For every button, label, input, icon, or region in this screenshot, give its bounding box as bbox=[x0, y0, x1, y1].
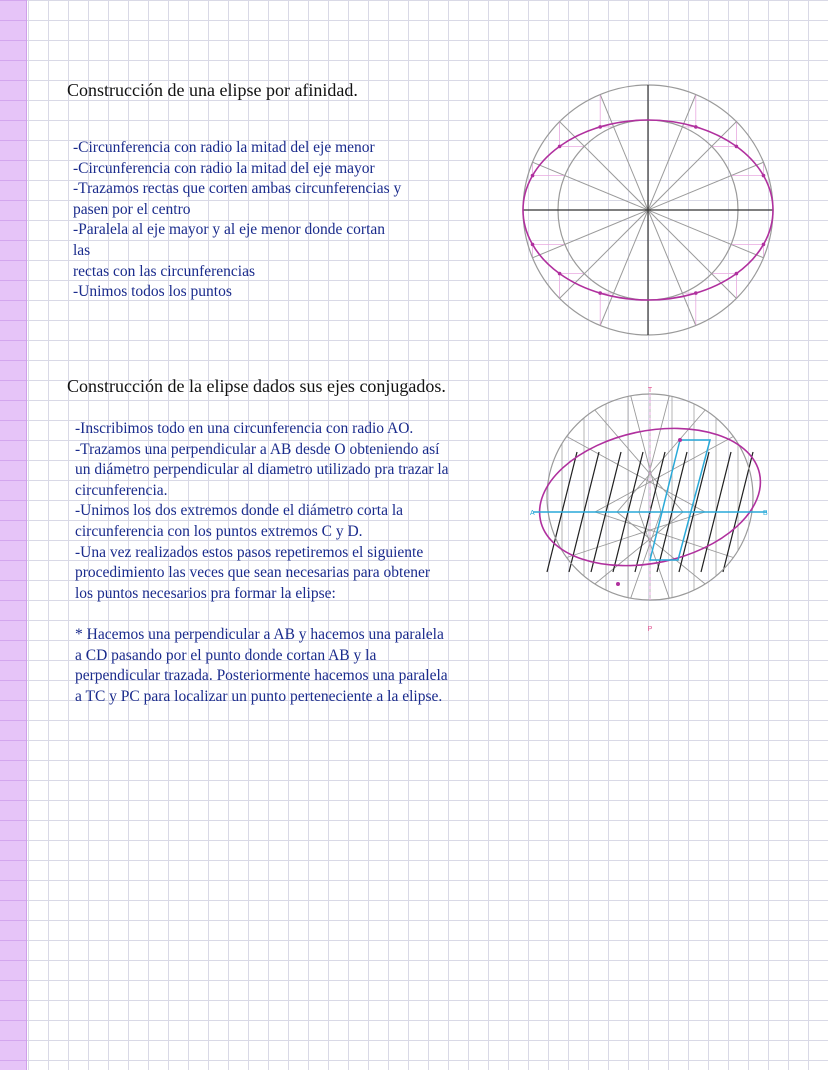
text-line: * Hacemos una perpendicular a AB y hacemos una paralela bbox=[75, 626, 444, 643]
label-t: T bbox=[647, 387, 653, 394]
construction-line bbox=[631, 396, 661, 512]
ellipse-point bbox=[694, 291, 698, 295]
text-line: rectas con las circunferencias bbox=[73, 262, 256, 280]
construction-line bbox=[617, 410, 705, 512]
conjugate-diameter-cd bbox=[650, 440, 710, 560]
text-line: perpendicular trazada. Posteriormente hacemos una paralela bbox=[75, 667, 448, 685]
text-line: procedimiento las veces que sean necesarias para obtener bbox=[75, 564, 431, 582]
ellipse-point bbox=[531, 174, 535, 178]
section-2-title: Construcción de la elipse dados sus ejes conjugados. bbox=[67, 376, 446, 396]
text-line: los puntos necesarios pra formar la elipse: bbox=[75, 584, 336, 602]
text-line: -Una vez realizados estos pasos repetiremos el siguiente bbox=[75, 543, 424, 561]
construction-line bbox=[617, 512, 705, 584]
text-line: circunferencia. bbox=[75, 481, 168, 499]
text-line: un diámetro perpendicular al diametro utilizado pra trazar la bbox=[75, 461, 449, 479]
text-line: las bbox=[73, 241, 91, 259]
text-line: -Trazamos rectas que corten ambas circunferencias y bbox=[73, 180, 402, 198]
ellipse-point bbox=[598, 291, 602, 295]
text-line: -Circunferencia con radio la mitad del eje mayor bbox=[73, 159, 375, 177]
ellipse-point bbox=[598, 125, 602, 129]
notebook-margin bbox=[0, 0, 27, 1070]
section-1-title: Construcción de una elipse por afinidad. bbox=[67, 80, 358, 100]
ellipse-affinity-figure bbox=[520, 85, 780, 345]
ellipse-point bbox=[762, 243, 766, 247]
text-line: pasen por el centro bbox=[73, 200, 191, 218]
ellipse-point bbox=[735, 272, 739, 276]
ellipse-point bbox=[531, 243, 535, 247]
section-2-steps bbox=[75, 419, 449, 604]
ellipse-point bbox=[558, 145, 562, 149]
text-line: a CD pasando por el punto donde cortan AB y la bbox=[75, 646, 377, 664]
label-a: A bbox=[530, 510, 535, 517]
conjugate-axes-figure bbox=[530, 385, 770, 635]
text-line: circunferencia con los puntos extremos C y D. bbox=[75, 522, 363, 540]
text-line: -Unimos los dos extremos donde el diámetro corta la bbox=[75, 502, 404, 520]
text-line: -Unimos todos los puntos bbox=[73, 283, 232, 301]
section-1-steps bbox=[73, 138, 401, 303]
text-line: -Trazamos una perpendicular a AB desde O obteniendo así bbox=[75, 440, 440, 458]
section-2-note bbox=[75, 625, 448, 707]
ellipse-point bbox=[558, 272, 562, 276]
text-line: -Paralela al eje mayor y al eje menor donde cortan bbox=[73, 221, 386, 239]
point-c bbox=[678, 438, 682, 442]
label-b: B bbox=[763, 510, 768, 517]
ellipse-point bbox=[694, 125, 698, 129]
construction-line bbox=[595, 410, 683, 512]
ellipse-point bbox=[762, 174, 766, 178]
text-line: -Inscribimos todo en una circunferencia con radio AO. bbox=[75, 420, 414, 437]
ellipse-point bbox=[735, 145, 739, 149]
text-line: -Circunferencia con radio la mitad del eje menor bbox=[73, 139, 375, 156]
label-p: P bbox=[647, 626, 653, 633]
text-line: a TC y PC para localizar un punto perteneciente a la elipse. bbox=[75, 687, 443, 705]
point-d bbox=[616, 582, 620, 586]
